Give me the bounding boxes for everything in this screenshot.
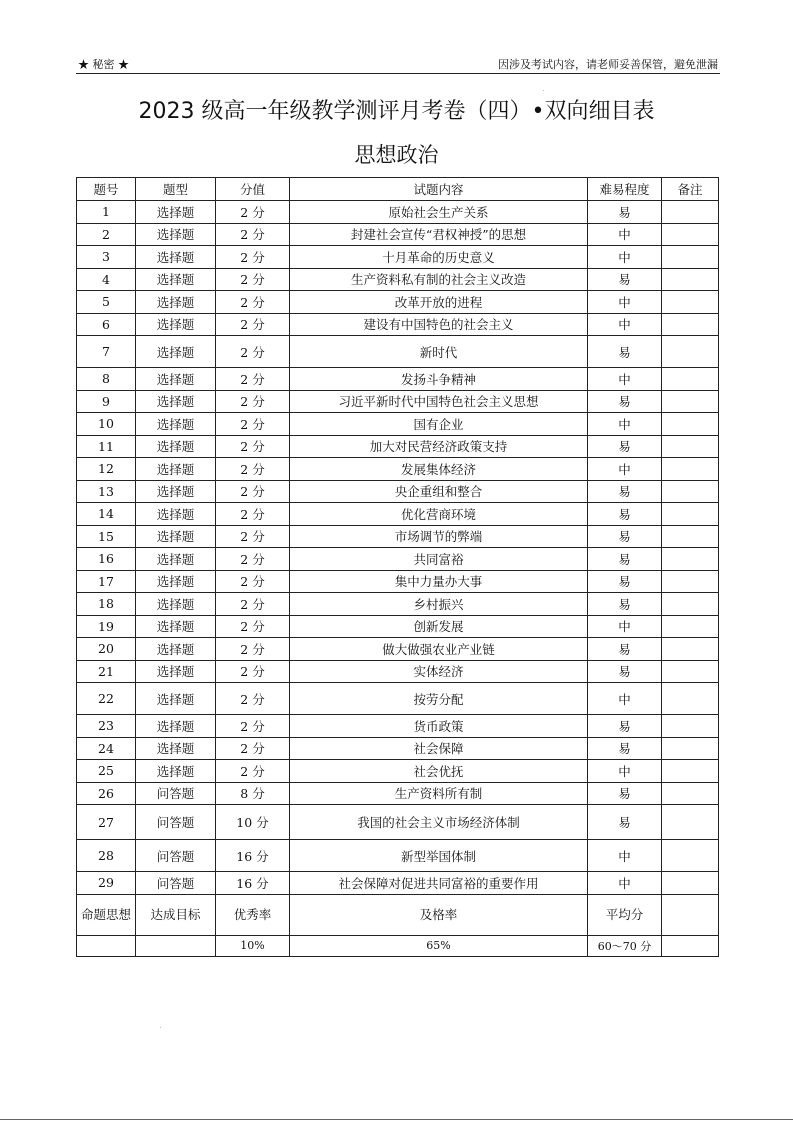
cell-score: 2 分	[216, 525, 290, 548]
table-row	[77, 615, 719, 638]
cell-note	[662, 760, 719, 783]
cell-type: 选择题	[136, 390, 216, 413]
table-row	[77, 201, 719, 224]
table-row	[77, 683, 719, 715]
cell-type: 选择题	[136, 246, 216, 269]
cell-no: 9	[77, 390, 136, 413]
cell-no: 20	[77, 638, 136, 661]
cell-content: 国有企业	[290, 413, 588, 436]
cell-score: 2 分	[216, 458, 290, 481]
cell-no: 18	[77, 593, 136, 616]
cell-content: 原始社会生产关系	[290, 201, 588, 224]
table-row	[77, 368, 719, 391]
cell-score: 2 分	[216, 336, 290, 368]
cell-level: 中	[588, 840, 662, 872]
summary-value-pass: 65%	[290, 935, 588, 956]
cell-note	[662, 715, 719, 738]
column-header-type: 题型	[136, 178, 216, 201]
cell-no: 29	[77, 872, 136, 895]
cell-note	[662, 615, 719, 638]
cell-no: 12	[77, 458, 136, 481]
cell-no: 19	[77, 615, 136, 638]
cell-content: 实体经济	[290, 660, 588, 683]
column-header-content: 试题内容	[290, 178, 588, 201]
cell-note	[662, 525, 719, 548]
cell-type: 问答题	[136, 782, 216, 805]
cell-content: 新时代	[290, 336, 588, 368]
cell-score: 2 分	[216, 368, 290, 391]
column-header-no: 题号	[77, 178, 136, 201]
table-row	[77, 872, 719, 895]
cell-type: 选择题	[136, 503, 216, 526]
cell-type: 问答题	[136, 805, 216, 840]
cell-note	[662, 291, 719, 314]
document-subtitle: 思想政治	[354, 143, 439, 167]
table-row	[77, 715, 719, 738]
cell-no: 23	[77, 715, 136, 738]
cell-note	[662, 413, 719, 436]
cell-content: 央企重组和整合	[290, 480, 588, 503]
cell-note	[662, 246, 719, 269]
cell-level: 中	[588, 368, 662, 391]
cell-type: 选择题	[136, 715, 216, 738]
cell-content: 我国的社会主义市场经济体制	[290, 805, 588, 840]
cell-type: 选择题	[136, 548, 216, 571]
table-row	[77, 480, 719, 503]
cell-level: 易	[588, 548, 662, 571]
cell-score: 16 分	[216, 872, 290, 895]
cell-level: 易	[588, 570, 662, 593]
cell-level: 易	[588, 336, 662, 368]
summary-label-excellent: 优秀率	[216, 894, 290, 935]
cell-score: 2 分	[216, 435, 290, 458]
summary-label-intent: 命题思想	[77, 894, 136, 935]
cell-content: 创新发展	[290, 615, 588, 638]
cell-content: 社会保障	[290, 737, 588, 760]
cell-content: 习近平新时代中国特色社会主义思想	[290, 390, 588, 413]
cell-level: 中	[588, 872, 662, 895]
cell-score: 2 分	[216, 390, 290, 413]
summary-value-excellent: 10%	[216, 935, 290, 956]
cell-score: 2 分	[216, 313, 290, 336]
summary-value-average: 60～70 分	[588, 935, 662, 956]
cell-level: 易	[588, 201, 662, 224]
cell-score: 2 分	[216, 291, 290, 314]
summary-value-empty	[662, 935, 719, 956]
cell-no: 14	[77, 503, 136, 526]
cell-content: 货币政策	[290, 715, 588, 738]
table-row	[77, 223, 719, 246]
cell-level: 中	[588, 291, 662, 314]
cell-type: 选择题	[136, 413, 216, 436]
cell-type: 选择题	[136, 760, 216, 783]
cell-note	[662, 872, 719, 895]
cell-level: 易	[588, 503, 662, 526]
cell-level: 易	[588, 638, 662, 661]
cell-note	[662, 336, 719, 368]
summary-label-pass: 及格率	[290, 894, 588, 935]
cell-note	[662, 368, 719, 391]
cell-score: 2 分	[216, 683, 290, 715]
cell-note	[662, 480, 719, 503]
table-row	[77, 570, 719, 593]
cell-note	[662, 840, 719, 872]
summary-label-row	[77, 894, 719, 935]
cell-type: 选择题	[136, 615, 216, 638]
cell-content: 加大对民营经济政策支持	[290, 435, 588, 458]
cell-level: 易	[588, 435, 662, 458]
cell-note	[662, 683, 719, 715]
cell-content: 社会保障对促进共同富裕的重要作用	[290, 872, 588, 895]
cell-note	[662, 737, 719, 760]
cell-note	[662, 435, 719, 458]
table-row	[77, 593, 719, 616]
cell-type: 选择题	[136, 737, 216, 760]
cell-score: 10 分	[216, 805, 290, 840]
cell-content: 乡村振兴	[290, 593, 588, 616]
cell-no: 7	[77, 336, 136, 368]
cell-score: 2 分	[216, 201, 290, 224]
cell-type: 选择题	[136, 525, 216, 548]
header-divider	[76, 73, 720, 74]
cell-content: 改革开放的进程	[290, 291, 588, 314]
cell-note	[662, 548, 719, 571]
cell-type: 选择题	[136, 683, 216, 715]
table-row	[77, 548, 719, 571]
scan-speck	[543, 90, 544, 91]
cell-score: 2 分	[216, 503, 290, 526]
column-header-note: 备注	[662, 178, 719, 201]
page-header	[76, 56, 720, 74]
cell-no: 6	[77, 313, 136, 336]
table-row	[77, 413, 719, 436]
cell-note	[662, 201, 719, 224]
cell-no: 5	[77, 291, 136, 314]
cell-score: 2 分	[216, 737, 290, 760]
cell-no: 2	[77, 223, 136, 246]
cell-score: 2 分	[216, 246, 290, 269]
cell-level: 中	[588, 413, 662, 436]
cell-no: 27	[77, 805, 136, 840]
cell-level: 易	[588, 660, 662, 683]
cell-note	[662, 313, 719, 336]
cell-type: 选择题	[136, 223, 216, 246]
cell-type: 选择题	[136, 593, 216, 616]
cell-no: 15	[77, 525, 136, 548]
table-row	[77, 737, 719, 760]
cell-type: 选择题	[136, 570, 216, 593]
confidential-mark: ★ 秘密 ★	[78, 58, 129, 71]
table-row	[77, 503, 719, 526]
page-bottom-edge	[0, 1119, 793, 1120]
cell-note	[662, 390, 719, 413]
cell-type: 选择题	[136, 291, 216, 314]
summary-label-goal: 达成目标	[136, 894, 216, 935]
table-row	[77, 291, 719, 314]
table-body	[77, 201, 719, 895]
cell-score: 2 分	[216, 570, 290, 593]
cell-content: 生产资料私有制的社会主义改造	[290, 268, 588, 291]
cell-type: 选择题	[136, 480, 216, 503]
cell-level: 易	[588, 805, 662, 840]
table-row	[77, 313, 719, 336]
cell-type: 问答题	[136, 872, 216, 895]
cell-content: 封建社会宣传“君权神授”的思想	[290, 223, 588, 246]
table-row	[77, 840, 719, 872]
table-row	[77, 458, 719, 481]
table-row	[77, 782, 719, 805]
spec-table	[76, 177, 719, 957]
cell-no: 1	[77, 201, 136, 224]
cell-no: 16	[77, 548, 136, 571]
cell-note	[662, 223, 719, 246]
table-row	[77, 246, 719, 269]
cell-content: 十月革命的历史意义	[290, 246, 588, 269]
cell-level: 中	[588, 458, 662, 481]
cell-no: 13	[77, 480, 136, 503]
table-row	[77, 336, 719, 368]
cell-no: 4	[77, 268, 136, 291]
summary-label-average: 平均分	[588, 894, 662, 935]
cell-level: 易	[588, 390, 662, 413]
cell-note	[662, 503, 719, 526]
scan-speck	[160, 1027, 161, 1028]
cell-score: 2 分	[216, 268, 290, 291]
cell-score: 2 分	[216, 760, 290, 783]
table-row	[77, 660, 719, 683]
summary-value-row	[77, 935, 719, 956]
cell-type: 选择题	[136, 313, 216, 336]
cell-score: 2 分	[216, 638, 290, 661]
cell-score: 2 分	[216, 660, 290, 683]
cell-level: 中	[588, 246, 662, 269]
cell-level: 易	[588, 268, 662, 291]
cell-level: 易	[588, 480, 662, 503]
cell-no: 10	[77, 413, 136, 436]
cell-level: 中	[588, 615, 662, 638]
cell-note	[662, 638, 719, 661]
cell-type: 问答题	[136, 840, 216, 872]
cell-content: 市场调节的弊端	[290, 525, 588, 548]
document-title: 2023 级高一年级教学测评月考卷（四）•双向细目表	[138, 99, 655, 124]
cell-score: 16 分	[216, 840, 290, 872]
cell-content: 建设有中国特色的社会主义	[290, 313, 588, 336]
cell-no: 24	[77, 737, 136, 760]
cell-level: 易	[588, 715, 662, 738]
cell-no: 26	[77, 782, 136, 805]
table-row	[77, 390, 719, 413]
cell-level: 易	[588, 737, 662, 760]
column-header-level: 难易程度	[588, 178, 662, 201]
summary-value-goal	[136, 935, 216, 956]
cell-score: 2 分	[216, 548, 290, 571]
cell-no: 11	[77, 435, 136, 458]
cell-level: 易	[588, 525, 662, 548]
cell-type: 选择题	[136, 638, 216, 661]
cell-no: 3	[77, 246, 136, 269]
cell-note	[662, 458, 719, 481]
cell-type: 选择题	[136, 201, 216, 224]
cell-type: 选择题	[136, 336, 216, 368]
cell-type: 选择题	[136, 458, 216, 481]
table-header-row	[77, 178, 719, 201]
table-row	[77, 760, 719, 783]
cell-score: 2 分	[216, 413, 290, 436]
cell-level: 易	[588, 782, 662, 805]
cell-score: 2 分	[216, 615, 290, 638]
table-row	[77, 268, 719, 291]
cell-note	[662, 805, 719, 840]
cell-level: 中	[588, 683, 662, 715]
cell-content: 集中力量办大事	[290, 570, 588, 593]
table-row	[77, 805, 719, 840]
cell-note	[662, 593, 719, 616]
cell-content: 优化营商环境	[290, 503, 588, 526]
table-row	[77, 638, 719, 661]
cell-content: 新型举国体制	[290, 840, 588, 872]
cell-content: 生产资料所有制	[290, 782, 588, 805]
cell-note	[662, 268, 719, 291]
cell-content: 社会优抚	[290, 760, 588, 783]
cell-level: 中	[588, 223, 662, 246]
cell-level: 中	[588, 313, 662, 336]
cell-type: 选择题	[136, 435, 216, 458]
cell-no: 8	[77, 368, 136, 391]
cell-content: 发扬斗争精神	[290, 368, 588, 391]
cell-no: 28	[77, 840, 136, 872]
cell-content: 按劳分配	[290, 683, 588, 715]
cell-note	[662, 660, 719, 683]
cell-content: 共同富裕	[290, 548, 588, 571]
cell-score: 2 分	[216, 715, 290, 738]
cell-no: 17	[77, 570, 136, 593]
cell-score: 8 分	[216, 782, 290, 805]
confidential-notice: 因涉及考试内容，请老师妥善保管，避免泄漏	[498, 58, 718, 71]
cell-type: 选择题	[136, 660, 216, 683]
cell-no: 25	[77, 760, 136, 783]
cell-no: 21	[77, 660, 136, 683]
cell-no: 22	[77, 683, 136, 715]
cell-type: 选择题	[136, 368, 216, 391]
cell-level: 中	[588, 760, 662, 783]
cell-note	[662, 570, 719, 593]
table-row	[77, 435, 719, 458]
cell-score: 2 分	[216, 223, 290, 246]
cell-content: 做大做强农业产业链	[290, 638, 588, 661]
cell-level: 易	[588, 593, 662, 616]
summary-value-intent	[77, 935, 136, 956]
cell-type: 选择题	[136, 268, 216, 291]
cell-content: 发展集体经济	[290, 458, 588, 481]
table-row	[77, 525, 719, 548]
cell-score: 2 分	[216, 480, 290, 503]
cell-score: 2 分	[216, 593, 290, 616]
summary-label-empty	[662, 894, 719, 935]
column-header-score: 分值	[216, 178, 290, 201]
cell-note	[662, 782, 719, 805]
